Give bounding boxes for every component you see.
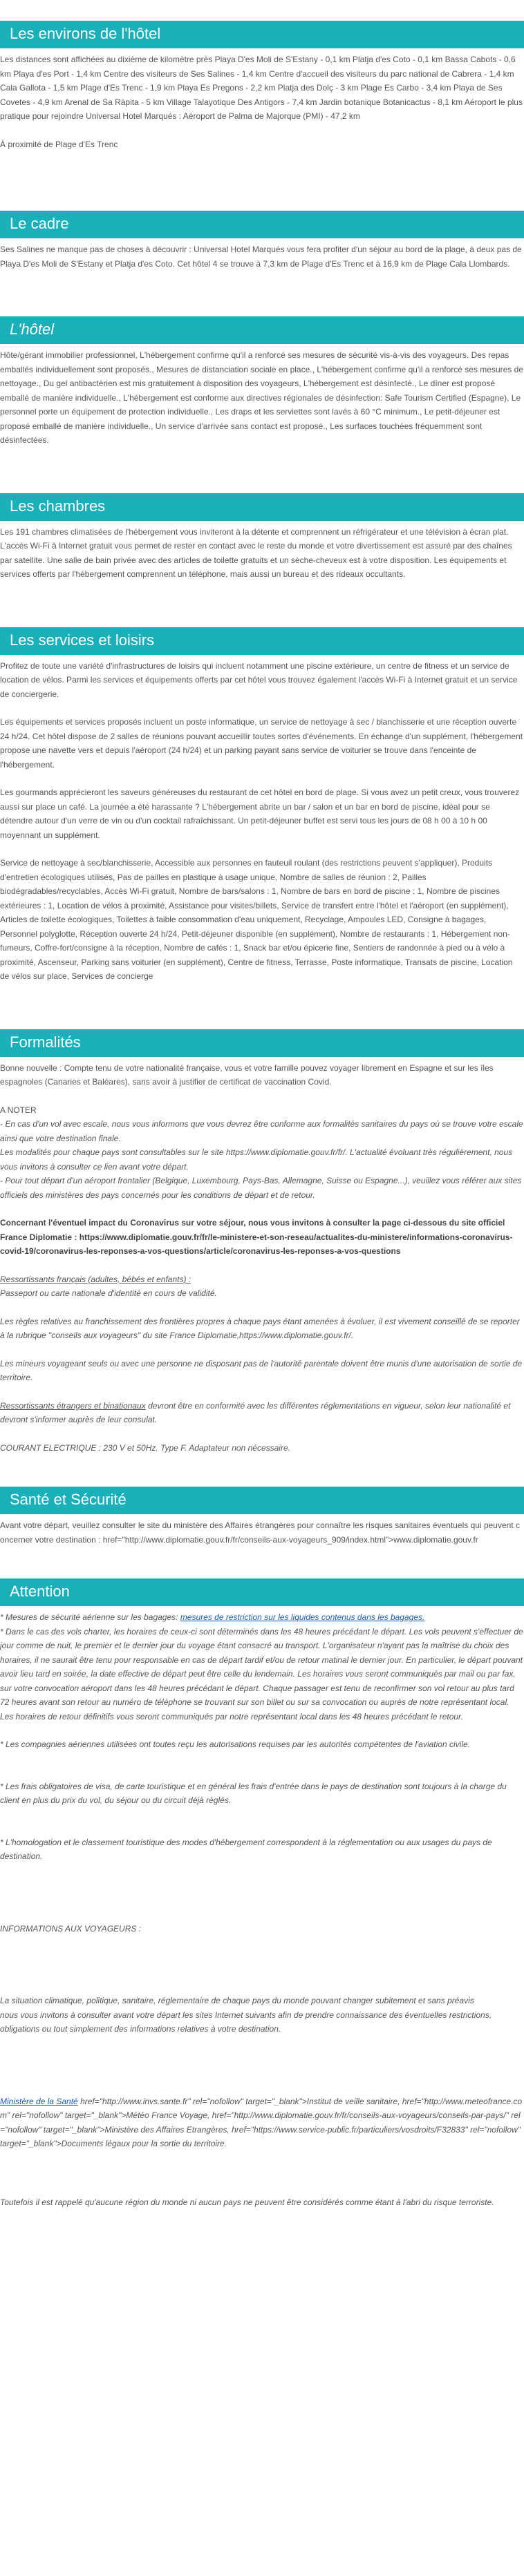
chambres-text: Les 191 chambres climatisées de l'hébergement vous inviteront à la détente et comprennent un réfrigérateur et une télévision à écran plat. L'accès Wi-Fi à Internet gratuit vous permet de rester en contact avec le reste du monde et votre divertissement est assuré par des chaînes par satellite. Une salle de bain privée avec des articles de toilette gratuits et un sèche-cheveux est à votre disposition. Les équipements et services offerts par l'hébergement comprennent un téléphone, mais aussi un bureau et des rideaux occultants. [0,526,512,579]
formalites-note-border-airports: - Pour tout départ d'un aéroport frontalier (Belgique, Luxembourg, Pays-Bas, Allemagne, Suisse ou Espagne...), veuillez vous référer aux sites officiels des ministères des pays concernés pour les conditions de départ et de retour. [0,1176,522,1200]
attention-accommodation-rating: * L'homologation et le classement touristique des modes d'hébergement correspondent à la réglementation ou aux usages du pays de destination. [0,1837,492,1861]
formalites-foreign-nationals-label: Ressortissants étrangers et binationaux [0,1400,146,1411]
attention-useful-links-text: href="http://www.invs.sante.fr" rel="nofollow" target="_blank">Institut de veille sanitaire, href="http://www.meteofrance.com" rel="nofollow" target="_blank">Météo France Voyage, href="http://www.diplomatie.gouv.fr/fr/conseils-aux-voyageurs/conseils-par-pays/" rel="nofollow" target="_blank">Ministère des Affaires Etrangères, href="https://www.service-public.fr/particuliers/vosdroits/F32833" rel="nofollow" target="_blank">Documents légaux pour la sortie du territoire. [0,2096,523,2148]
section-title-hotel: L'hôtel [0,316,524,344]
section-title-services: Les services et loisirs [0,627,524,655]
services-equipment: Les équipements et services proposés incluent un poste informatique, un service de nettoyage à sec / blanchisserie et une réception ouverte 24 h/24. Cet hôtel dispose de 2 salles de réunions pouvant accueillir toutes sortes d'événements. En échange d'un supplément, l'hébergement propose une navette vers et depuis l'aéroport (24 h/24) et un parking payant sans service de voiturier se trouve dans l'enceinte de l'hébergement. [0,717,523,770]
services-dining: Les gourmands apprécieront les saveurs généreuses du restaurant de cet hôtel en bord de plage. Si vous avez un petit creux, vous trouverez aussi sur place un café. La journée a été harassante ? L'hébergement abrite un bar / salon et un bar en bord de piscine, idéal pour se détendre autour d'un verre de vin ou d'un cocktail rafraîchissant. Un petit-déjeuner buffet est servi tous les jours de 08 h 00 à 10 h 00 moyennant un supplément. [0,788,520,840]
cadre-text: Ses Salines ne manque pas de choses à découvrir : Universal Hotel Marqués vous fera profiter d'un séjour au bord de la plage, à deux pas de Playa D'es Moli de S'Estany et Platja d'es Coto. Cet hôtel 4 se trouve à 7,3 km de Plage d'Es Trenc et à 16,9 km de Plage Cala Llombards. [0,245,522,269]
formalites-note-label: A NOTER [0,1105,37,1115]
attention-baggage-prefix: * Mesures de sécurité aérienne sur les bagages: [0,1612,180,1622]
section-hotel [0,348,524,448]
environs-distances: Les distances sont affichées au dixième de kilomètre près Playa D'es Moli de S'Estany - 0,1 km Platja d'es Coto - 0,1 km Bassa Cabots - 0,6 km Playa d'es Port - 1,4 km Centre des visiteurs de Ses Salines - 1,4 km Centre d'accueil des visiteurs du parc national de Cabrera - 1,4 km Cala Gallota - 1,5 km Plage d'Es Trenc - 1,9 km Playa Es Pregons - 2,2 km Platja des Dolç - 3 km Plage Es Carbo - 3,4 km Playa de Ses Covetes - 4,9 km Arenal de Sa Ràpita - 5 km Village Talayotique Des Antigors - 7,4 km Jardin botanique Botanicactus - 8,1 km Aéroport le plus pratique pour rejoindre Universal Hotel Marqués : Aéroport de Palma de Majorque (PMI) - 47,2 km [0,55,523,121]
section-title-attention: Attention [0,1578,524,1606]
attention-baggage [0,1610,524,1625]
section-chambres [0,525,524,582]
liquid-restrictions-link[interactable]: mesures de restriction sur les liquides contenus dans les bagages. [180,1612,425,1622]
attention-info-label: INFORMATIONS AUX VOYAGEURS : [0,1923,142,1934]
attention-visa-fees: * Les frais obligatoires de visa, de carte touristique et en général les frais d'entrée dans le pays de destination sont toujours à la charge du client en plus du prix du vol, du séjour ou du circuit déjà réglés. [0,1781,507,1805]
formalites-foreign-nationals [0,1399,524,1427]
section-title-sante: Santé et Sécurité [0,1487,524,1514]
ministry-health-link[interactable]: Ministère de la Santé [0,2096,78,2106]
sante-text: Avant votre départ, veuillez consulter le site du ministère des Affaires étrangères pour connaître les risques sanitaires éventuels qui peuvent concerner votre destination : href="http://www.diplomatie.gouv.fr/fr/conseils-aux-voyageurs_909/index.html">www.diplomatie.gouv.fr [0,1520,520,1545]
attention-terrorism: Toutefois il est rappelé qu'aucune région du monde ni aucun pays ne peuvent être considérés comme étant à l'abri du risque terroriste. [0,2197,494,2207]
section-title-formalites: Formalités [0,1029,524,1057]
attention-charter-flights: * Dans le cas des vols charter, les horaires de ceux-ci sont déterminés dans les 48 heures précédant le départ. Les vols peuvent s'effectuer de jour comme de nuit, le premier et le dernier jour du voyage étant consacré au transport. L'organisateur n'ayant pas la maîtrise du choix des horaires, il ne saurait être tenu pour responsable en cas de départ tardif et/ou de retour matinal le dernier jour. En particulier, le départ pouvant avoir lieu tard en soirée, la date effective de départ peut être celle du lendemain. Les horaires vous seront communiqués par mail ou par fax, sur votre convocation aéroport dans les 48 heures précédant le départ. Chaque passager est tenu de reconfirmer son vol retour au plus tard 72 heures avant son retour au numéro de téléphone se trouvant sur son billet ou sur sa convocation ou auprès de notre représentant local. Les horaires de retour définitifs vous seront communiqués par notre représentant local dans les 48 heures précédant le retour. [0,1626,523,1721]
services-amenities-list: Service de nettoyage à sec/blanchisserie, Accessible aux personnes en fauteuil roulant (des restrictions peuvent s'appliquer), Produits d'entretien écologiques utilisés, Pas de pailles en plastique à usage unique, Nombre de salles de réunion : 2, Pailles biodégradables/recyclables, Accès Wi-Fi gratuit, Nombre de bars/salons : 1, Nombre de bars en bord de piscine : 1, Nombre de piscines extérieures : 1, Location de vélos à proximité, Assistance pour visites/billets, Service de transfert entre l'hôtel et l'aéroport (en supplément), Articles de toilette écologiques, Toilettes à faible consommation d'eau uniquement, Recyclage, Ampoules LED, Consigne à bagages, Personnel polyglotte, Réception ouverte 24 h/24, Petit-déjeuner disponible (en supplément), Nombre de restaurants : 1, Hébergement non-fumeurs, Coffre-fort/consigne à la réception, Nombre de cafés : 1, Snack bar et/ou épicerie fine, Sentiers de randonnée à pied ou à vélo à proximité, Ascenseur, Parking sans voiturier (en supplément), Centre de fitness, Terrasse, Poste informatique, Transats de piscine, Location de vélos sur place, Services de concierge [0,858,513,981]
attention-useful-links [0,2095,524,2151]
formalites-note-stopover: - En cas d'un vol avec escale, nous vous informons que vous devrez être conforme aux formalités sanitaires du pays où se trouve votre escale ainsi que votre destination finale. [0,1119,523,1143]
attention-consult-sites: nous vous invitons à consulter avant votre départ les sites Internet suivants afin de prendre connaissance des éventuelles restrictions, obligations ou tout simplement des informations relatives à votre destination. [0,2010,492,2034]
section-sante [0,1518,524,1547]
hotel-text: Hôte/gérant immobilier professionnel, L'hébergement confirme qu'il a renforcé ses mesures de sécurité vis-à-vis des voyageurs. Des repas emballés individuellement sont proposés., Mesures de distanciation sociale en place., L'hébergement confirme qu'il a renforcé ses mesures de nettoyage., Du gel antibactérien est mis gratuitement à disposition des voyageurs, L'hébergement est désinfecté., Le dîner est proposé emballé de manière individuelle., L'hébergement est conforme aux directives régionales de désinfection: Safe Tourism Certified (Espagne), Le personnel porte un équipement de protection individuelle., Les draps et les serviettes sont lavés à 60 °C minimum., Le petit-déjeuner est proposé emballé de manière individuelle., Un service d'arrivée sans contact est proposé., Les surfaces touchées fréquemment sont désinfectées. [0,350,523,445]
section-environs [0,53,524,151]
formalites-electricity: COURANT ELECTRIQUE : 230 V et 50Hz. Type F. Adaptateur non nécessaire. [0,1442,290,1453]
section-formalites [0,1061,524,1456]
attention-situation: La situation climatique, politique, sanitaire, réglementaire de chaque pays du monde pouvant changer subitement et sans préavis [0,1996,474,2005]
formalites-border-rules: Les règles relatives au franchissement des frontières propres à chaque pays étant amenées à évoluer, il est vivement conseillé de se reporter à la rubrique "conseils aux voyageurs" du site France Diplomatie,https://www.diplomatie.gouv.fr/. [0,1316,520,1340]
formalites-foreign-nationals-text: devront être en conformité avec les différentes réglementations en vigueur, selon leur nationalité et devront s'informer auprès de leur consulat. [0,1400,511,1424]
formalites-french-nationals-text: Passeport ou carte nationale d'identité en cours de validité. [0,1288,217,1298]
attention-airlines: * Les compagnies aériennes utilisées ont toutes reçu les autorisations requises par les autorités compétentes de l'aviation civile. [0,1739,470,1749]
section-title-cadre: Le cadre [0,211,524,238]
formalites-note-countries: Les modalités pour chaque pays sont consultables sur le site https://www.diplomatie.gouv.fr/fr/. L'actualité évoluant très régulièrement, nous vous invitons à consulter ce lien avant votre départ. [0,1147,513,1172]
section-title-chambres: Les chambres [0,493,524,521]
formalites-minors: Les mineurs voyageant seuls ou avec une personne ne disposant pas de l'autorité parentale doivent être munis d'une autorisation de sortie de territoire. [0,1358,523,1382]
formalites-intro: Bonne nouvelle : Compte tenu de votre nationalité française, vous et votre famille pouvez voyager librement en Espagne et sur les îles espagnoles (Canaries et Baléares), sans avoir à justifier de certificat de vaccination Covid. [0,1062,494,1087]
section-attention [0,1610,524,2209]
services-leisure: Profitez de toute une variété d'infrastructures de loisirs qui incluent notamment une piscine extérieure, un centre de fitness et un service de location de vélos. Parmi les services et équipements offerts par cet hôtel vous trouvez également l'accès Wi-Fi à Internet gratuit et un service de conciergerie. [0,660,518,699]
environs-proximity: À proximité de Plage d'Es Trenc [0,139,118,149]
formalites-french-nationals-label: Ressortissants français (adultes, bébés et enfants) : [0,1274,191,1284]
section-title-environs: Les environs de l'hôtel [0,21,524,48]
section-services [0,659,524,984]
formalites-coronavirus: Concernant l'éventuel impact du Coronavirus sur votre séjour, nous vous invitons à consulter la page ci-dessous du site officiel France Diplomatie : https://www.diplomatie.gouv.fr/fr/le-ministere-et-son-reseau/actualites-du-ministere/informations-coronavirus-covid-19/coronavirus-les-reponses-a-vos-questions/article/coronavirus-les-reponses-a-vos-questions [0,1218,513,1256]
section-cadre [0,242,524,271]
